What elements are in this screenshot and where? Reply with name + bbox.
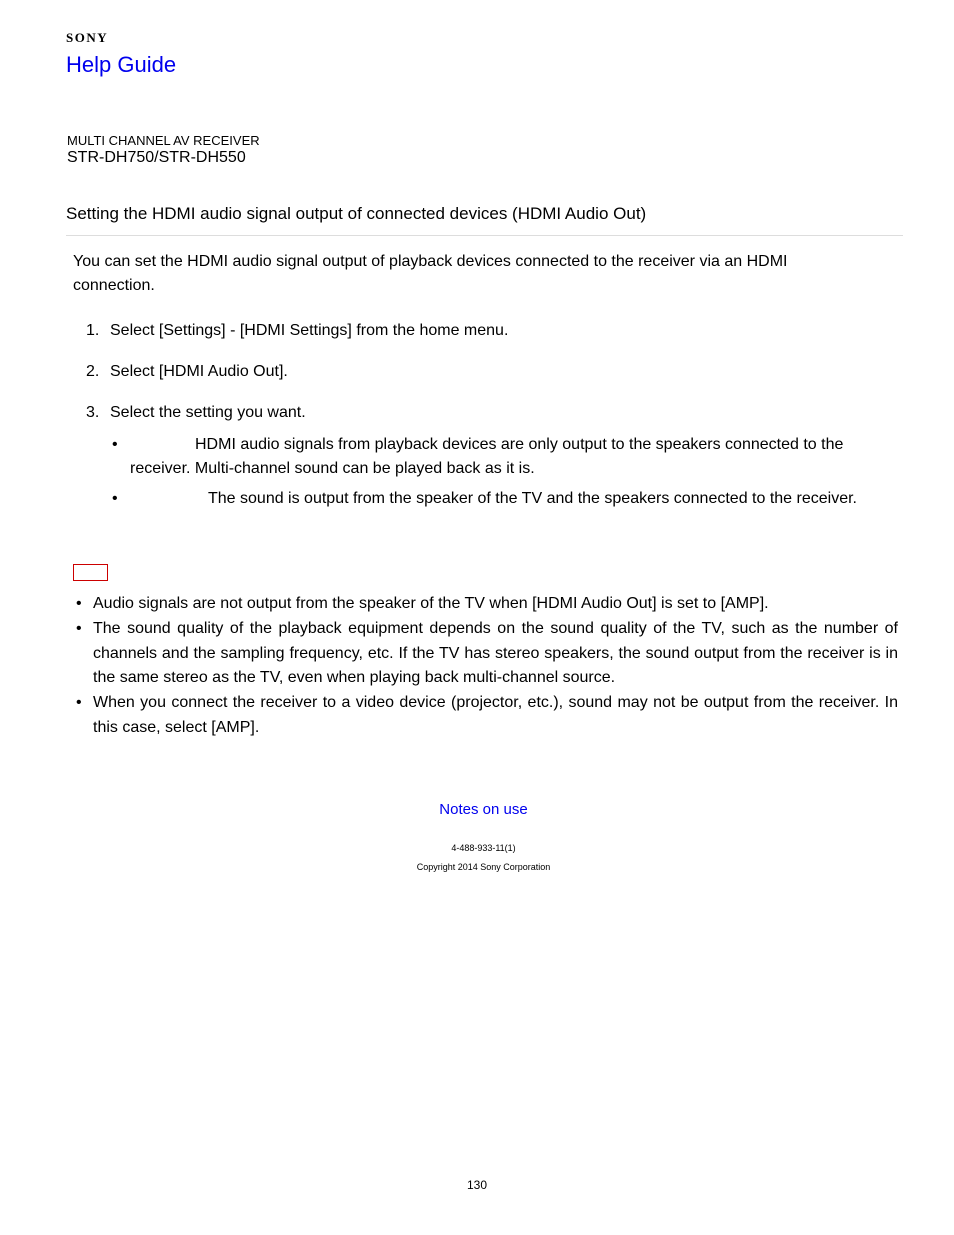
note-text: Audio signals are not output from the speaker of the TV when [HDMI Audio Out] is set to [AMP]. [93,595,769,612]
step-item [86,404,306,422]
intro-paragraph: You can set the HDMI audio signal output of playback devices connected to the receiver via an HDMI connection. [73,253,788,294]
model-number: STR-DH750/STR-DH550 [67,149,246,166]
note-text: When you connect the receiver to a video device (projector, etc.), sound may not be output from the receiver. In this case, select [AMP]. [93,694,898,736]
step-number: 3. [86,404,100,421]
note-badge [73,564,108,581]
page-title: Setting the HDMI audio signal output of connected devices (HDMI Audio Out) [66,204,647,223]
document-number: 4-488-933-11(1) [451,843,516,853]
step-text: Select [HDMI Audio Out]. [110,363,288,380]
step-number: 1. [86,322,100,339]
option-item-amp [112,433,887,481]
sony-logo: SONY [66,30,109,45]
note-item [74,691,898,740]
page-number: 130 [466,1178,488,1192]
step-item [86,363,288,381]
title-divider [66,235,903,236]
bullet-icon: • [112,436,118,453]
option-text: The sound is output from the speaker of the TV and the speakers connected to the receiver. [208,490,857,507]
product-line: MULTI CHANNEL AV RECEIVER [67,133,260,148]
note-item [74,592,898,617]
note-item [74,617,898,691]
bullet-icon: • [76,595,82,612]
step-text: Select [Settings] - [HDMI Settings] from the home menu. [110,322,509,339]
step-text: Select the setting you want. [110,404,306,421]
note-text: The sound quality of the playback equipment depends on the sound quality of the TV, such as the number of channels and the sampling frequency, etc. If the TV has stereo speakers, the sound output from the receiver is in the same stereo as the TV, even when playing back multi-channel source. [93,620,898,686]
notes-on-use-link[interactable]: Notes on use [439,801,528,818]
copyright: Copyright 2014 Sony Corporation [416,862,551,872]
bullet-icon: • [76,694,82,711]
step-item [86,322,508,340]
bullet-icon: • [112,490,118,507]
bullet-icon: • [76,620,82,637]
step-number: 2. [86,363,100,380]
help-guide-link[interactable]: Help Guide [66,52,177,77]
option-item-tv-amp [112,487,887,511]
notes-list [74,592,898,741]
option-text: HDMI audio signals from playback devices are only output to the speakers connected to the receiver. Multi-channel sound can be played back as it is. [130,436,844,477]
